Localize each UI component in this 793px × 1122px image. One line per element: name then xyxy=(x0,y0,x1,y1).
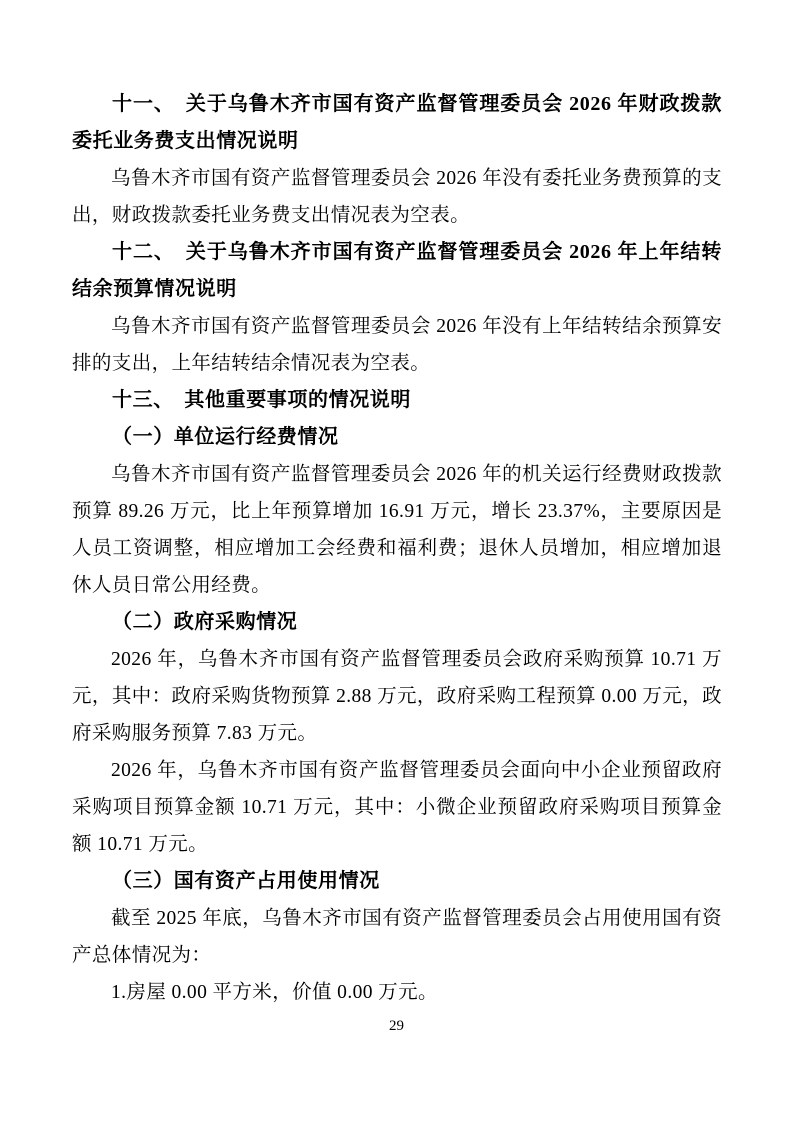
paragraph: 乌鲁木齐市国有资产监督管理委员会 2026 年没有上年结转结余预算安排的支出，上年结转结余情况表为空表。 xyxy=(72,316,722,374)
subsection-heading-2: （二）政府采购情况 xyxy=(112,611,298,633)
section-heading-12: 十二、 关于乌鲁木齐市国有资产监督管理委员会 2026 年上年结转结余预算情况说明 xyxy=(72,241,722,300)
paragraph: 乌鲁木齐市国有资产监督管理委员会 2026 年没有委托业务费预算的支出，财政拨款委托业务费支出情况表为空表。 xyxy=(72,168,722,226)
section-heading-13: 十三、 其他重要事项的情况说明 xyxy=(112,389,411,411)
paragraph: 2026 年，乌鲁木齐市国有资产监督管理委员会面向中小企业预留政府采购项目预算金额 10.71 万元，其中：小微企业预留政府采购项目预算金额 10.71 万元。 xyxy=(72,760,722,855)
section-heading-11: 十一、 关于乌鲁木齐市国有资产监督管理委员会 2026 年财政拨款委托业务费支出情况说明 xyxy=(72,93,722,152)
page-number: 29 xyxy=(389,1018,404,1034)
paragraph: 2026 年，乌鲁木齐市国有资产监督管理委员会政府采购预算 10.71 万元，其中：政府采购货物预算 2.88 万元，政府采购工程预算 0.00 万元，政府采购服务预算 7.83 万元。 xyxy=(72,649,722,744)
paragraph: 乌鲁木齐市国有资产监督管理委员会 2026 年的机关运行经费财政拨款预算 89.26 万元，比上年预算增加 16.91 万元，增长 23.37%，主要原因是人员工资调整，相应增加工会经费和福利费；退休人员增加，相应增加退休人员日常公用经费。 xyxy=(72,464,722,596)
subsection-heading-3: （三）国有资产占用使用情况 xyxy=(112,870,380,892)
document-body xyxy=(72,86,722,1011)
subsection-heading-1: （一）单位运行经费情况 xyxy=(112,426,339,448)
paragraph: 1.房屋 0.00 平方米，价值 0.00 万元。 xyxy=(111,982,438,1003)
paragraph: 截至 2025 年底，乌鲁木齐市国有资产监督管理委员会占用使用国有资产总体情况为： xyxy=(72,908,722,966)
